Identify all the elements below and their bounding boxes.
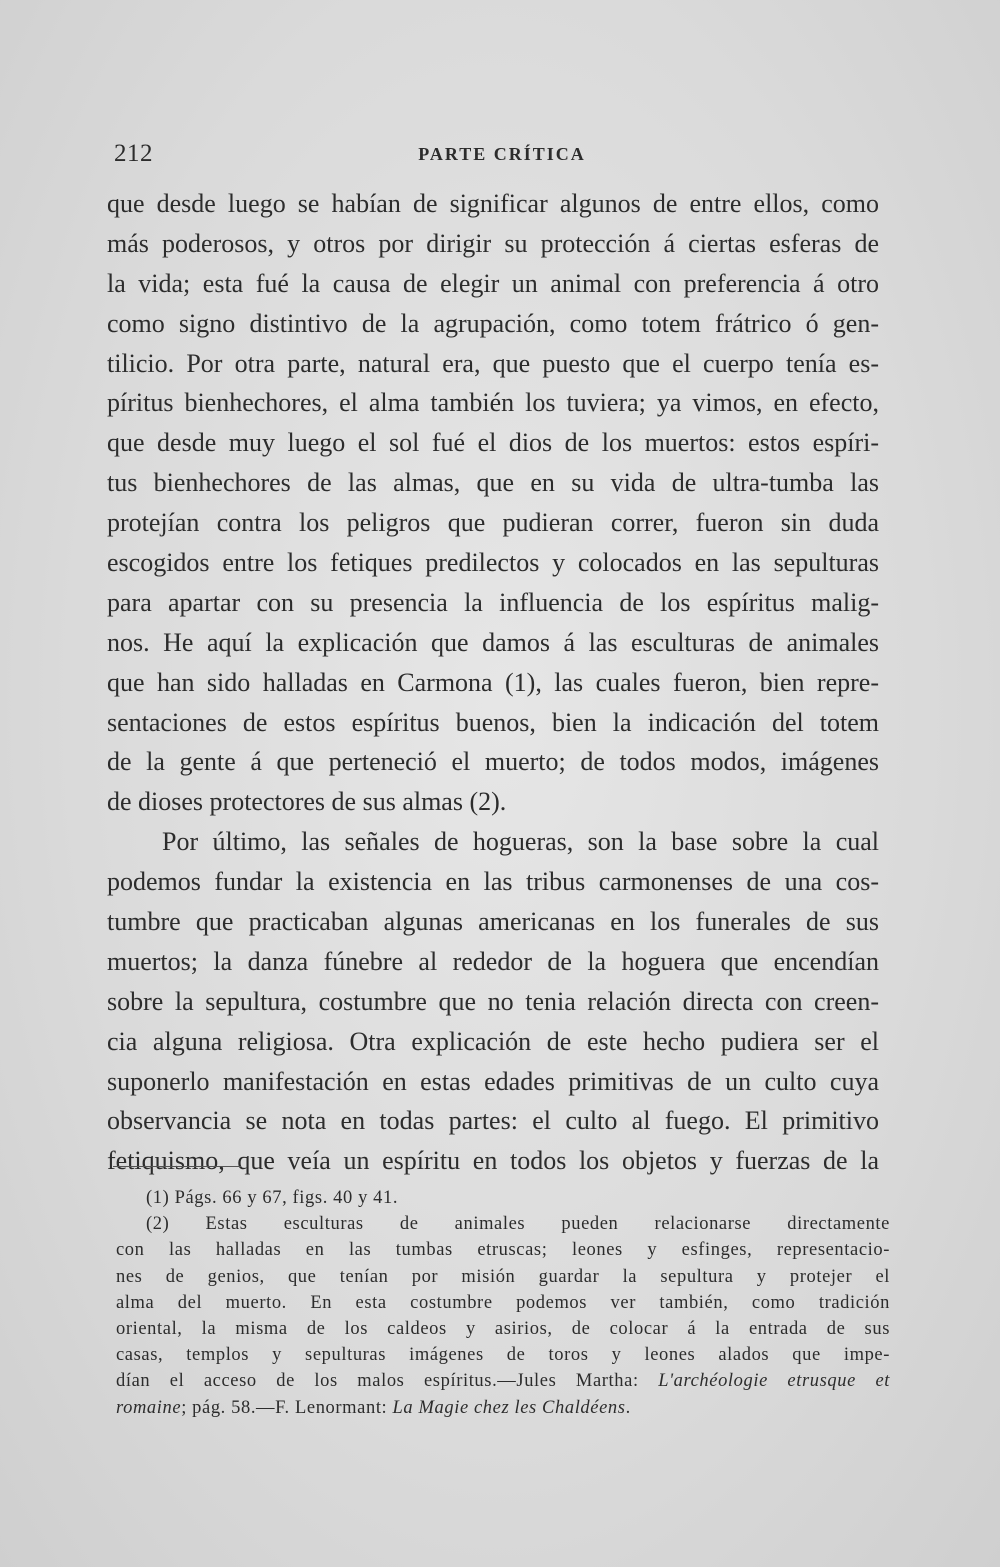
text-line: como signo distintivo de la agrupación, como totem frátrico ó gen- (107, 308, 879, 338)
citation-title: L'archéologie etrusque et (658, 1371, 891, 1392)
footnote-2-line: (2) Estas esculturas de animales pueden relacionarse directamente (146, 1214, 890, 1235)
text-line: tilicio. Por otra parte, natural era, que puesto que el cuerpo tenía es- (107, 348, 879, 378)
footnote-divider (113, 1166, 241, 1167)
footnote-text: dían el acceso de los malos espíritus.—Jules Martha: (116, 1371, 659, 1392)
citation-title: La Magie chez les Chaldéens (392, 1397, 626, 1418)
text-line: observancia se nota en todas partes: el culto al fuego. El primitivo (107, 1106, 879, 1136)
text-line: píritus bienhechores, el alma también los tuviera; ya vimos, en efecto, (107, 388, 879, 418)
footnote-2-line (116, 1395, 890, 1421)
footnote-2-line: alma del muerto. En esta costumbre podemos ver también, como tradición (116, 1292, 890, 1313)
page-header (112, 140, 892, 170)
footnote-text: ; pág. 58.—F. Lenormant: (181, 1397, 393, 1418)
text-line: cia alguna religiosa. Otra explicación de este hecho pudiera ser el (107, 1026, 879, 1056)
footnote-2-line: con las halladas en las tumbas etruscas; leones y esfinges, representacio- (116, 1240, 890, 1261)
footnote-1: (1) Págs. 66 y 67, figs. 40 y 41. (146, 1188, 399, 1208)
text-line: de la gente á que perteneció el muerto; de todos modos, imágenes (107, 747, 879, 777)
text-line: tumbre que practicaban algunas americanas en los funerales de sus (107, 907, 879, 937)
text-line: podemos fundar la existencia en las tribus carmonenses de una cos- (107, 867, 879, 897)
text-line: que desde muy luego el sol fué el dios de los muertos: estos espíri- (107, 428, 879, 458)
footnote-2-line: nes de genios, que tenían por misión guardar la sepultura y protejer el (116, 1266, 890, 1287)
text-line: nos. He aquí la explicación que damos á las esculturas de animales (107, 627, 879, 657)
text-line: que han sido halladas en Carmona (1), las cuales fueron, bien repre- (107, 667, 879, 697)
text-line: sobre la sepultura, costumbre que no tenia relación directa con creen- (107, 986, 879, 1016)
footnote-text: . (625, 1397, 631, 1418)
text-line: la vida; esta fué la causa de elegir un animal con preferencia á otro (107, 268, 879, 298)
text-line: fetiquismo, que veía un espíritu en todos los objetos y fuerzas de la (107, 1146, 879, 1176)
running-head: PARTE CRÍTICA (418, 144, 586, 164)
footnote-2-line: casas, templos y sepulturas imágenes de toros y leones alados que impe- (116, 1345, 890, 1366)
footnote-2-line (116, 1368, 890, 1394)
text-line: que desde luego se habían de significar algunos de entre ellos, como (107, 189, 879, 218)
text-line: escogidos entre los fetiques predilectos y colocados en las sepulturas (107, 548, 879, 578)
paragraph-start-line: Por último, las señales de hogueras, son la base sobre la cual (162, 827, 879, 857)
text-line: sentaciones de estos espíritus buenos, bien la indicación del totem (107, 707, 879, 737)
text-line: muertos; la danza fúnebre al rededor de la hoguera que encendían (107, 946, 879, 976)
body-text (107, 184, 879, 1181)
footnotes (116, 1185, 890, 1421)
text-line: para apartar con su presencia la influencia de los espíritus malig- (107, 587, 879, 617)
text-line: protejían contra los peligros que pudieran correr, fueron sin duda (107, 508, 879, 538)
text-line: más poderosos, y otros por dirigir su protección á ciertas esferas de (107, 228, 879, 258)
page-number: 212 (114, 140, 153, 167)
citation-title: romaine (116, 1397, 182, 1418)
footnote-2-line: oriental, la misma de los caldeos y asirios, de colocar á la entrada de sus (116, 1318, 890, 1339)
text-line: suponerlo manifestación en estas edades primitivas de un culto cuya (107, 1066, 879, 1096)
text-line: de dioses protectores de sus almas (2). (107, 787, 507, 817)
text-line: tus bienhechores de las almas, que en su vida de ultra-tumba las (107, 468, 879, 498)
